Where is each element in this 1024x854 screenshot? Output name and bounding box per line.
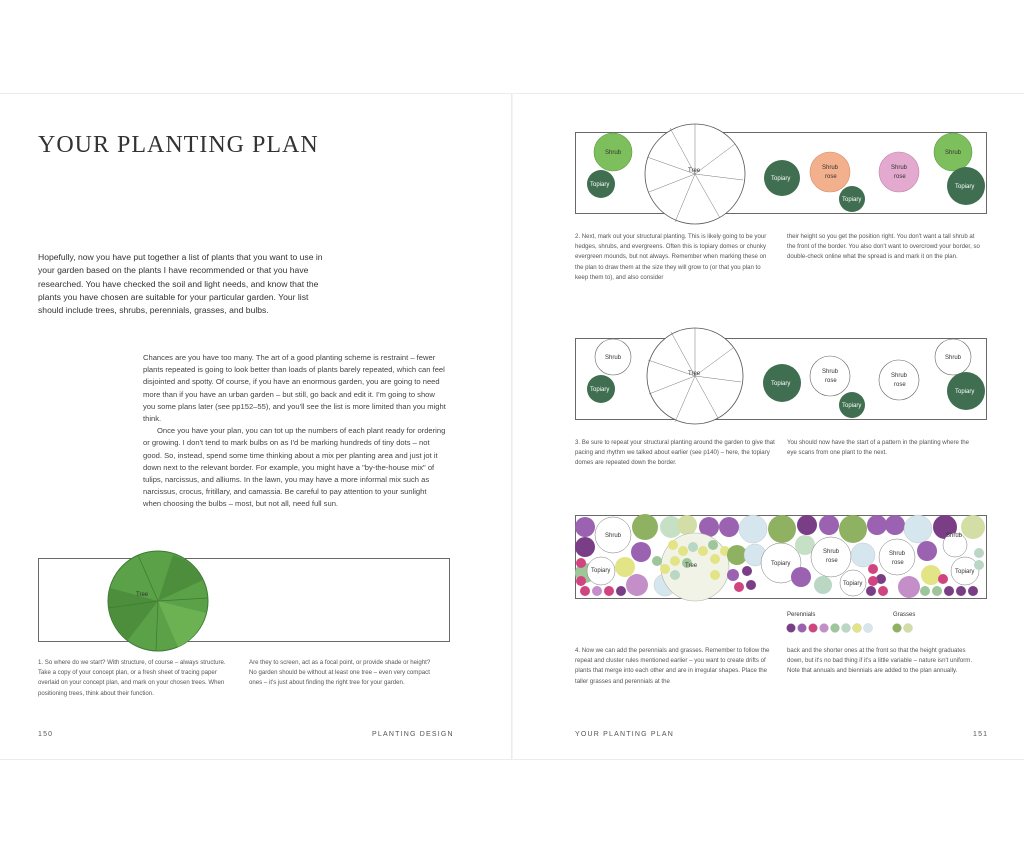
shrub-label: Shrub xyxy=(605,150,622,156)
legend-swatch xyxy=(809,624,818,633)
topiary-label: Topiary xyxy=(842,197,862,203)
caption-2a: 2. Next, mark out your structural planting. This is likely going to be your hedges, shrubs, and evergreens. Often this is topiary domes or chunky evergreen mounds, but not always. Remember when marking these on the plan to draw them at the size they will grow to (or that you plan to keep them to), and also consider xyxy=(575,233,767,281)
shrub-rose-label-1: Shrub xyxy=(823,549,840,555)
shrub-rose-label-2: rose xyxy=(825,174,837,180)
shrub-label: Shrub xyxy=(605,355,622,361)
topiary-label: Topiary xyxy=(591,568,611,574)
shrub-label: Shrub xyxy=(945,150,962,156)
body-paragraph-2: Once you have your plan, you can tot up the numbers of each plant ready for ordering or growing. I don't tend to mark bulbs on as I'd be marking hundreds of tiny dots – not good. So, instead, spend some time thinking about a mix per planting area and just jot it down next to the relevant border. For example, you might have a "by-the-house mix" of tulips, narcissus, and alliums. In the lawn, you may have a more informal mix such as narcissus, crocus, fritillary, and camassia. Be careful to pay attention to your sunlight when choosing the bulbs – most, but not all, need full sun. xyxy=(143,426,446,509)
diagram-step-2 xyxy=(575,132,987,214)
legend-swatch xyxy=(893,624,902,633)
right-folio: 151 xyxy=(973,731,989,738)
diagram-step-1 xyxy=(38,558,450,642)
caption-1b: Are they to screen, act as a focal point, or provide shade or height? No garden should be without at least one tree – even very compact ones – it's just about finding the right tree for your garden. xyxy=(249,659,431,687)
shrub-rose-label-2: rose xyxy=(825,378,837,384)
legend-swatch xyxy=(904,624,913,633)
topiary-label: Topiary xyxy=(771,381,791,387)
shrub-rose-label-1: Shrub xyxy=(822,369,839,375)
shrub-rose-label-1: Shrub xyxy=(891,373,908,379)
legend-swatch xyxy=(842,624,851,633)
shrub-rose-label-1: Shrub xyxy=(891,165,908,171)
topiary-label: Topiary xyxy=(771,176,791,182)
intro-paragraph: Hopefully, now you have put together a list of plants that you want to use in your garden based on the plants I have recommended or that you have researched. You have checked the soil and light needs, and know that the plants you have chosen are suitable for your particular garden. Your list should include trees, shrubs, perennials, grasses, and bulbs. xyxy=(38,252,323,316)
legend-grasses-label: Grasses xyxy=(893,612,916,618)
shrub-rose-label-2: rose xyxy=(894,174,906,180)
shrub-rose-symbol xyxy=(810,356,850,396)
tree-label: Tree xyxy=(688,168,701,174)
caption-4a: 4. Now we can add the perennials and grasses. Remember to follow the repeat and cluster rules mentioned earlier – you want to create drifts of plants that merge into each other and are in irregular shapes. Place the taller grasses and perennials at the xyxy=(575,647,770,685)
legend-swatch xyxy=(798,624,807,633)
tree-label: Tree xyxy=(136,592,149,598)
shrub-rose-symbol xyxy=(810,152,850,192)
diagram-3-svg xyxy=(575,338,987,420)
legend-swatch xyxy=(787,624,796,633)
shrub-rose-label-2: rose xyxy=(894,382,906,388)
page-title: YOUR PLANTING PLAN xyxy=(38,132,319,158)
topiary-label: Topiary xyxy=(771,561,791,567)
shrub-rose-label-1: Shrub xyxy=(822,165,839,171)
diagram-4-svg xyxy=(575,515,987,637)
diagram-step-4 xyxy=(575,515,987,637)
shrub-rose-symbol xyxy=(879,360,919,400)
left-folio: 150 xyxy=(38,731,54,738)
book-gutter xyxy=(511,93,513,760)
tree-outline xyxy=(645,124,745,224)
body-paragraph-1: Chances are you have too many. The art of a good planting scheme is restraint – fewer plants repeated is going to look better than loads of plants barely repeated, which can feel disjointed and spotty. Of course, if you have an enormous garden, you are going to need more than if you have an urban garden – but still, go back and edit it. I'm going to show you some plans later (see pp152–55), and you'll see the list is more limited than you might think. xyxy=(143,353,446,424)
diagram-2-svg xyxy=(575,132,987,214)
diagram-step-3 xyxy=(575,338,987,420)
legend-perennials xyxy=(787,624,873,633)
legend-swatch xyxy=(831,624,840,633)
topiary-label: Topiary xyxy=(955,569,975,575)
caption-2b: their height so you get the position right. You don't want a tall shrub at the front of the border. You also don't want to overcrowd your border, so double-check online what the spread is and mark it on the plan. xyxy=(787,233,980,261)
shrub-label: Shrub xyxy=(945,355,962,361)
shrub-rose-label-1: Shrub xyxy=(889,551,906,557)
topiary-label: Topiary xyxy=(955,389,975,395)
topiary-label: Topiary xyxy=(843,581,863,587)
caption-4b: back and the shorter ones at the front so that the height graduates down, but it's no bad thing if it's a little variable – nature isn't uniform. Note that annuals and biennials are added to the plan annually. xyxy=(787,647,973,675)
caption-3a: 3. Be sure to repeat your structural planting around the garden to give that pacing and rhythm we talked about earlier (see p140) – here, the topiary domes are repeated down the border. xyxy=(575,439,775,467)
tree-label: Tree xyxy=(688,371,701,377)
tree-symbol xyxy=(108,551,208,651)
legend-perennials-label: Perennials xyxy=(787,612,816,618)
topiary-label: Topiary xyxy=(590,387,610,393)
caption-3b: You should now have the start of a pattern in the planting where the eye scans from one plant to the next. xyxy=(787,439,970,457)
caption-1a: 1. So where do we start? With structure, of course – always structure. Take a copy of your concept plan, or a fresh sheet of tracing paper overlaid on your concept plan, and mark on your chosen trees. When positioning trees, think about their function. xyxy=(38,659,226,697)
planting-fill xyxy=(575,514,985,601)
shrub-rose-label-2: rose xyxy=(826,558,838,564)
legend-swatch xyxy=(864,624,873,633)
topiary-label: Topiary xyxy=(590,182,610,188)
body-text xyxy=(143,352,446,511)
tree-label: Tree xyxy=(685,563,698,569)
legend-swatch xyxy=(820,624,829,633)
shrub-label: Shrub xyxy=(946,533,963,539)
border-outline xyxy=(39,559,450,642)
shrub-rose-label-2: rose xyxy=(892,560,904,566)
left-running-head: PLANTING DESIGN xyxy=(372,731,454,738)
topiary-label: Topiary xyxy=(842,403,862,409)
topiary-label: Topiary xyxy=(955,184,975,190)
diagram-1-svg xyxy=(38,558,450,642)
shrub-label: Shrub xyxy=(605,533,622,539)
legend-grasses xyxy=(893,624,913,633)
legend-swatch xyxy=(853,624,862,633)
shrub-rose-symbol xyxy=(879,152,919,192)
right-running-head: YOUR PLANTING PLAN xyxy=(575,731,675,738)
